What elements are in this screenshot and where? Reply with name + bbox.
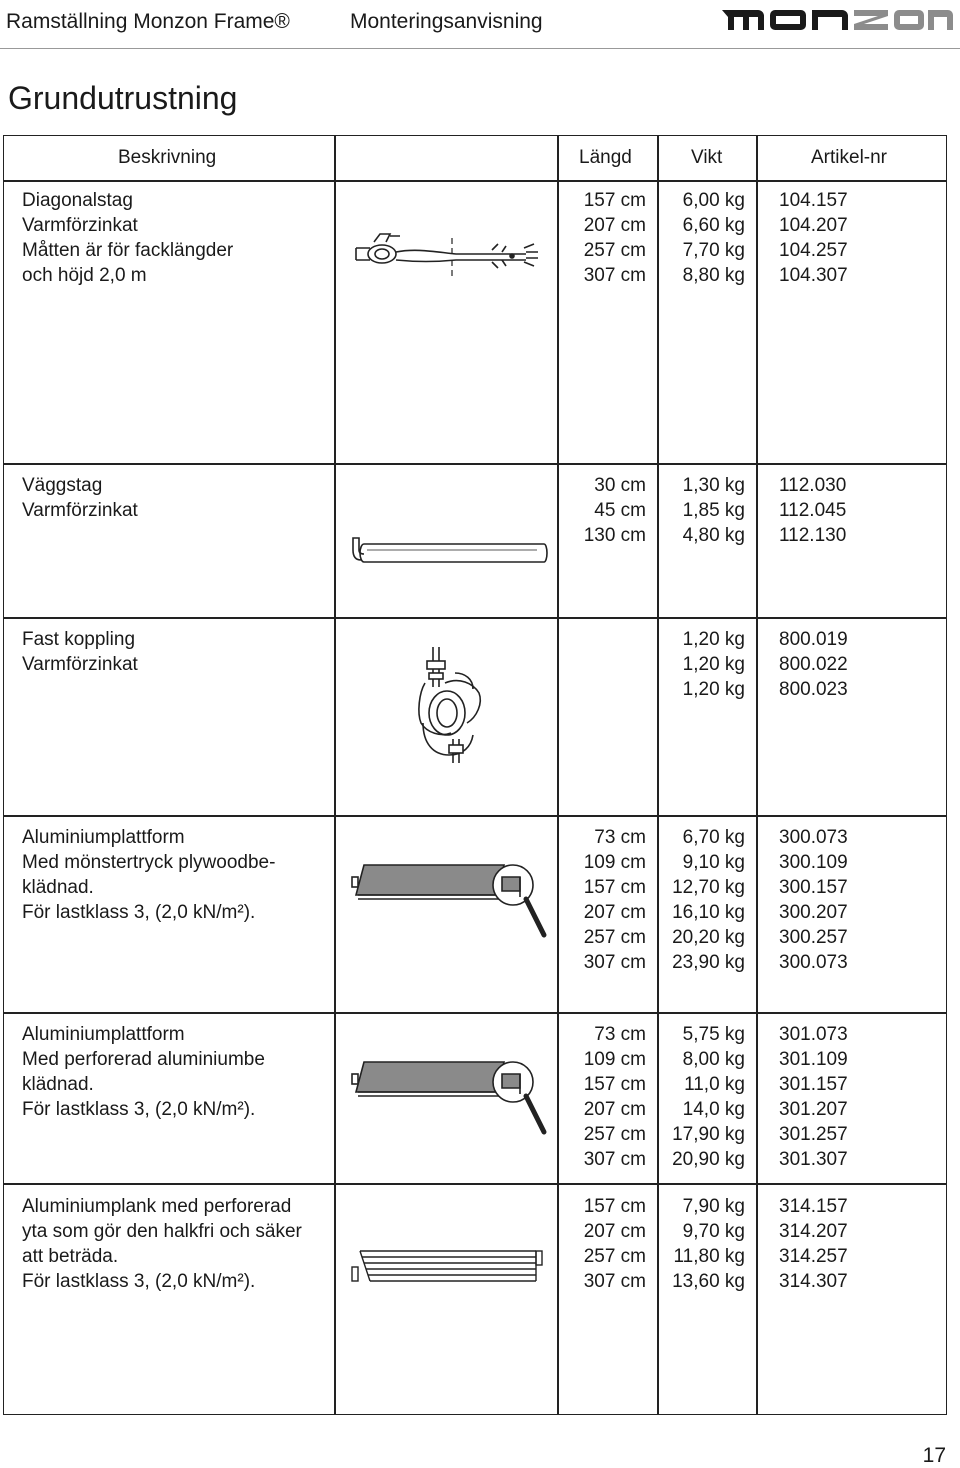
- column-divider: [756, 135, 758, 1415]
- row-articles: 300.073 300.109 300.157 300.207 300.257 300.073: [779, 827, 848, 973]
- row-weights: 5,75 kg 8,00 kg 11,0 kg 14,0 kg 17,90 kg 20,90 kg: [672, 1024, 745, 1170]
- platform-plywood-icon: [350, 855, 550, 945]
- page-header: [0, 0, 960, 50]
- row-articles: 104.157 104.207 104.257 104.307: [779, 190, 848, 286]
- row-articles: 800.019 800.022 800.023: [779, 629, 848, 700]
- column-header-description: Beskrivning: [118, 147, 217, 168]
- row-description: Aluminiumplank med perforerad yta som gör den halkfri och säker att beträda. För lastklass 3, (2,0 kN/m²).: [22, 1196, 302, 1292]
- column-header-length: Längd: [579, 147, 632, 168]
- row-weights: 7,90 kg 9,70 kg 11,80 kg 13,60 kg: [672, 1196, 745, 1292]
- row-weights: 6,70 kg 9,10 kg 12,70 kg 16,10 kg 20,20 kg 23,90 kg: [672, 827, 745, 973]
- header-divider: [0, 48, 960, 49]
- document-title: Ramställning Monzon Frame®: [6, 10, 290, 33]
- column-divider: [334, 135, 336, 1415]
- document-subtitle: Monteringsanvisning: [350, 10, 543, 33]
- row-lengths: 30 cm 45 cm 130 cm: [583, 475, 646, 546]
- row-divider: [3, 180, 947, 182]
- row-divider: [3, 463, 947, 465]
- platform-perforated-icon: [350, 1052, 550, 1142]
- row-lengths: 73 cm 109 cm 157 cm 207 cm 257 cm 307 cm: [583, 827, 646, 973]
- monzon-logo-icon: [720, 6, 956, 32]
- fixed-coupler-icon: [415, 643, 485, 768]
- row-lengths: 157 cm 207 cm 257 cm 307 cm: [583, 1196, 646, 1292]
- row-divider: [3, 815, 947, 817]
- row-description: Aluminiumplattform Med perforerad aluminiumbe klädnad. För lastklass 3, (2,0 kN/m²).: [22, 1024, 265, 1120]
- row-articles: 314.157 314.207 314.257 314.307: [779, 1196, 848, 1292]
- row-weights: 1,30 kg 1,85 kg 4,80 kg: [682, 475, 745, 546]
- page-number: 17: [922, 1444, 946, 1467]
- row-description: Väggstag Varmförzinkat: [22, 475, 138, 521]
- row-description: Diagonalstag Varmförzinkat Måtten är för facklängder och höjd 2,0 m: [22, 190, 234, 286]
- row-lengths: 73 cm 109 cm 157 cm 207 cm 257 cm 307 cm: [583, 1024, 646, 1170]
- aluminium-plank-icon: [350, 1247, 546, 1289]
- column-header-article: Artikel-nr: [811, 147, 888, 168]
- page-heading: Grundutrustning: [8, 80, 238, 116]
- wall-tie-icon: [345, 530, 550, 570]
- row-description: Aluminiumplattform Med mönstertryck plywoodbe- klädnad. För lastklass 3, (2,0 kN/m²).: [22, 827, 276, 923]
- row-description: Fast koppling Varmförzinkat: [22, 629, 138, 675]
- row-divider: [3, 1012, 947, 1014]
- row-weights: 1,20 kg 1,20 kg 1,20 kg: [682, 629, 745, 700]
- row-divider: [3, 1183, 947, 1185]
- row-weights: 6,00 kg 6,60 kg 7,70 kg 8,80 kg: [682, 190, 745, 286]
- row-articles: 301.073 301.109 301.157 301.207 301.257 301.307: [779, 1024, 848, 1170]
- row-lengths: 157 cm 207 cm 257 cm 307 cm: [583, 190, 646, 286]
- diagonal-brace-icon: [352, 230, 542, 282]
- row-articles: 112.030 112.045 112.130: [779, 475, 847, 546]
- column-header-weight: Vikt: [691, 147, 723, 168]
- row-divider: [3, 617, 947, 619]
